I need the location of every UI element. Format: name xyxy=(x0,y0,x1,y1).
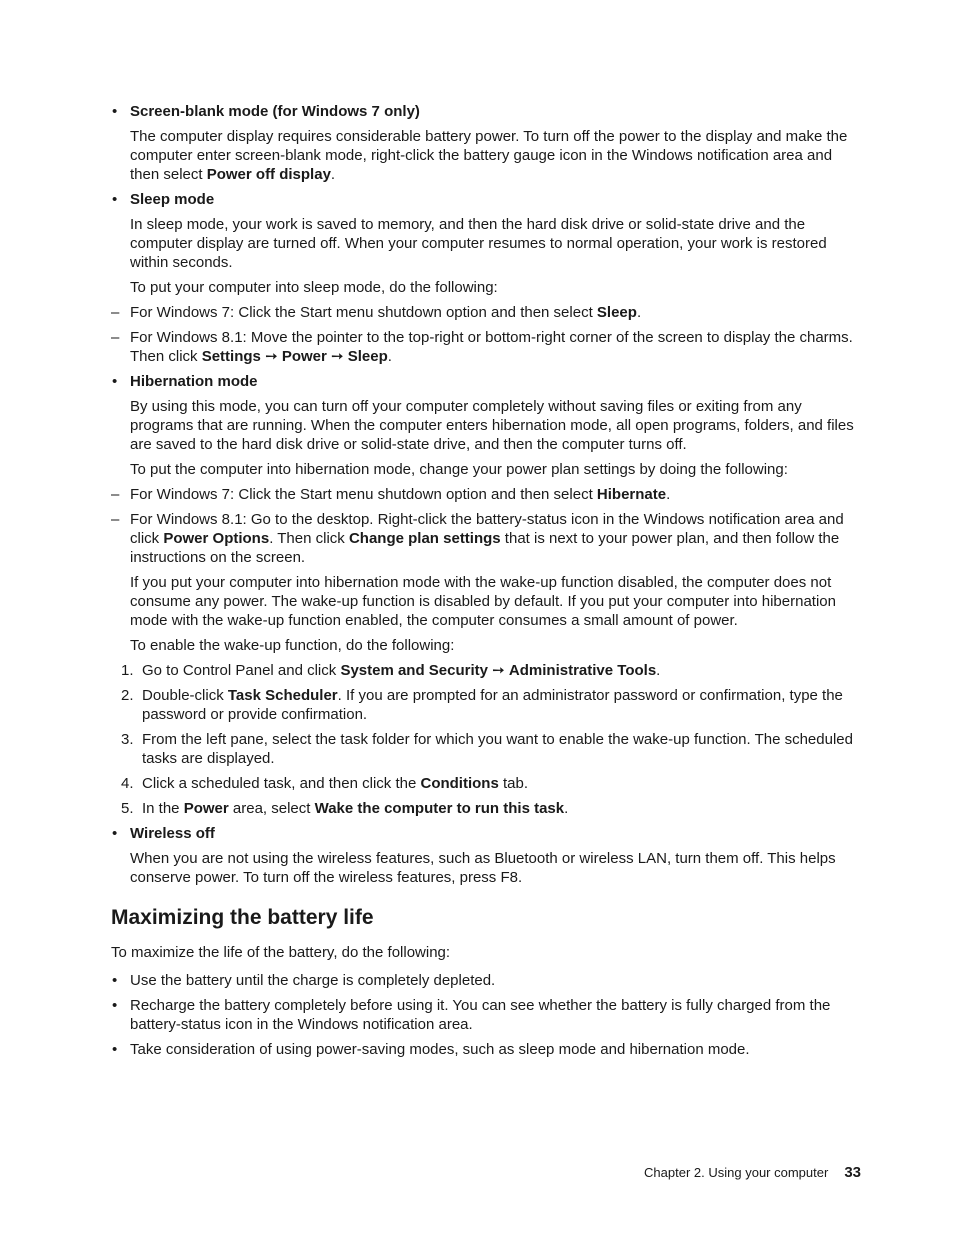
dash-item: – For Windows 8.1: Move the pointer to the top-right or bottom-right corner of the screen to display the charms. Then click Settings ➙ Power ➙ Sleep. xyxy=(111,329,853,365)
bullet-icon: • xyxy=(112,373,118,390)
page-number: 33 xyxy=(844,1164,861,1181)
step-item: 4. Click a scheduled task, and then click the Conditions tab. xyxy=(121,775,528,792)
dash-icon: – xyxy=(111,304,120,321)
bullet-icon: • xyxy=(112,997,118,1014)
step-number: 5. xyxy=(121,800,134,817)
section-wireless-off xyxy=(111,824,863,887)
paragraph: If you put your computer into hibernation mode with the wake-up function disabled, the computer does not consume any power. The wake-up function is disabled by default. If you put your computer into hibernation mode with the wake-up function enabled, the computer consumes a small amount of power. xyxy=(130,574,836,629)
dash-item: – For Windows 7: Click the Start menu shutdown option and then select Hibernate. xyxy=(111,486,671,503)
step-number: 4. xyxy=(121,775,134,792)
list-item: • Recharge the battery completely before using it. You can see whether the battery is fully charged from the battery-status icon in the Windows notification area. xyxy=(112,997,831,1033)
section-title: Hibernation mode xyxy=(130,373,258,390)
dash-icon: – xyxy=(111,486,120,503)
section-title: Sleep mode xyxy=(130,191,215,208)
bullet-icon: • xyxy=(112,825,118,842)
step-item: 1. Go to Control Panel and click System and Security ➙ Administrative Tools. xyxy=(121,662,661,679)
section-title: Wireless off xyxy=(130,825,215,842)
section-hibernation xyxy=(111,372,863,479)
paragraph: In sleep mode, your work is saved to memory, and then the hard disk drive or solid-state drive and the computer display are turned off. When your computer resumes to normal operation, your work is restored within seconds. xyxy=(130,216,827,271)
arrow-icon: ➙ xyxy=(492,662,505,679)
paragraph: By using this mode, you can turn off your computer completely without saving files or exiting from any programs that are running. When the computer enters hibernation mode, all open programs, folders, and files are saved to the hard disk drive or solid-state drive, and then the computer turns off. xyxy=(130,398,854,453)
step-number: 3. xyxy=(121,731,134,748)
step-item: 5. In the Power area, select Wake the computer to run this task. xyxy=(121,800,569,817)
dash-item: – For Windows 8.1: Go to the desktop. Right-click the battery-status icon in the Windows notification area and click Power Options. Then click Change plan settings that is next to your power plan, and then follow the instructions on the screen. xyxy=(111,511,844,566)
section-hibernation-cont xyxy=(111,573,863,655)
list-item: • Take consideration of using power-saving modes, such as sleep mode and hibernation mode. xyxy=(112,1041,750,1058)
page-content xyxy=(111,102,863,1065)
arrow-icon: ➙ xyxy=(265,348,278,365)
section-heading: Maximizing the battery life xyxy=(111,906,374,929)
section-screen-blank xyxy=(111,102,863,184)
dash-item: – For Windows 7: Click the Start menu shutdown option and then select Sleep. xyxy=(111,304,642,321)
chapter-label: Chapter 2. Using your computer xyxy=(644,1165,829,1180)
section-title: Screen-blank mode (for Windows 7 only) xyxy=(130,103,420,120)
paragraph: To enable the wake-up function, do the following: xyxy=(130,637,455,654)
paragraph: To maximize the life of the battery, do the following: xyxy=(111,944,451,961)
paragraph: To put your computer into sleep mode, do the following: xyxy=(130,279,498,296)
paragraph: The computer display requires considerable battery power. To turn off the power to the display and make the computer enter screen-blank mode, right-click the battery gauge icon in the Windows notification area and then select Power off display. xyxy=(130,128,848,183)
step-item: 2. Double-click Task Scheduler. If you are prompted for an administrator password or confirmation, type the password or provide confirmation. xyxy=(121,687,843,723)
bullet-icon: • xyxy=(112,103,118,120)
bullet-icon: • xyxy=(112,972,118,989)
arrow-icon: ➙ xyxy=(331,348,344,365)
bullet-icon: • xyxy=(112,191,118,208)
paragraph: When you are not using the wireless features, such as Bluetooth or wireless LAN, turn them off. This helps conserve power. To turn off the wireless features, press F8. xyxy=(130,850,836,886)
section-sleep xyxy=(111,190,863,297)
step-number: 2. xyxy=(121,687,134,704)
step-number: 1. xyxy=(121,662,134,679)
dash-icon: – xyxy=(111,511,120,528)
page-footer xyxy=(644,1163,861,1182)
step-item: 3. From the left pane, select the task folder for which you want to enable the wake-up function. The scheduled tasks are displayed. xyxy=(121,731,853,767)
bullet-icon: • xyxy=(112,1041,118,1058)
list-item: • Use the battery until the charge is completely depleted. xyxy=(112,972,496,989)
dash-icon: – xyxy=(111,329,120,346)
paragraph: To put the computer into hibernation mode, change your power plan settings by doing the following: xyxy=(130,461,788,478)
